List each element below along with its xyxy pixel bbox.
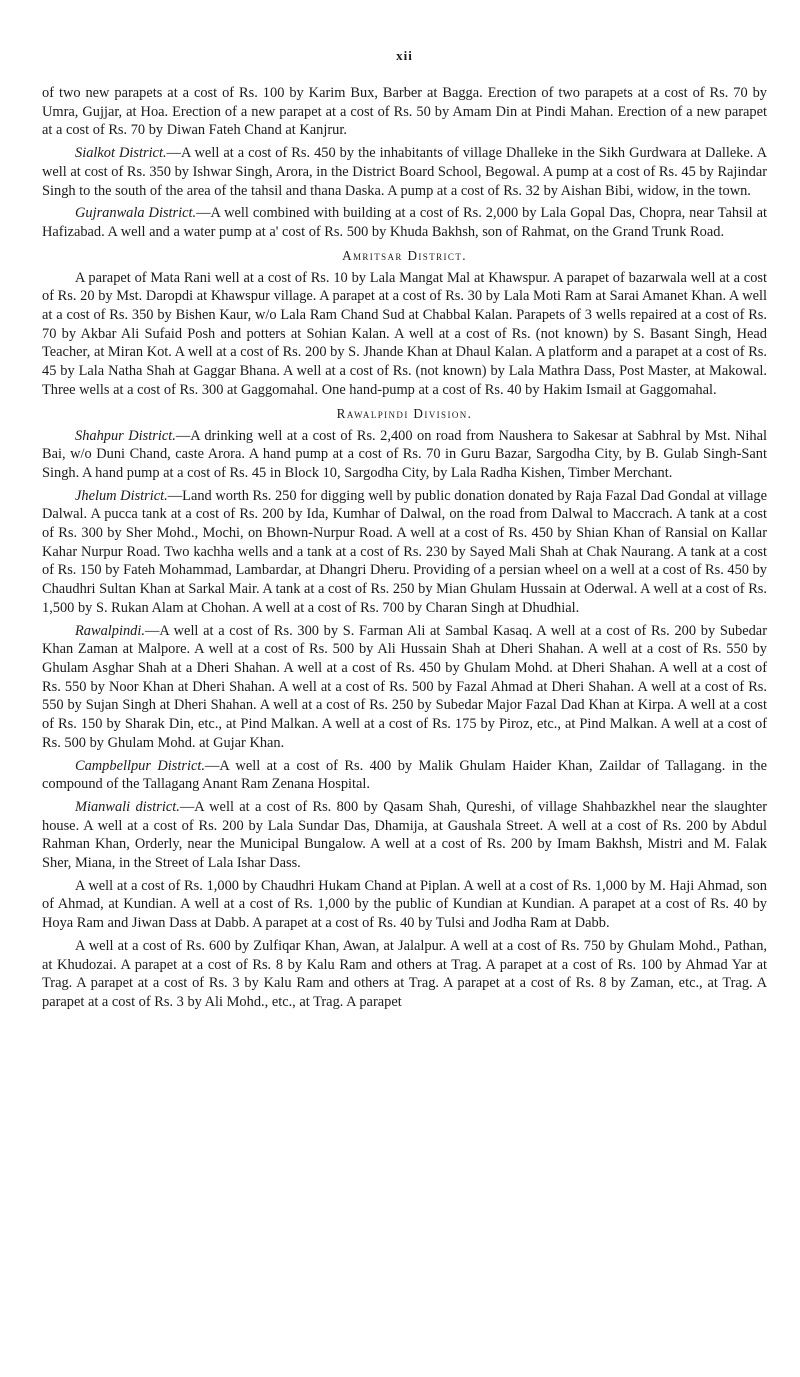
- paragraph-text: —A drinking well at a cost of Rs. 2,400 on road from Naushera to Sakesar at Sabhral by Mst. Nihal Bai, w/o Duni Chand, caste Arora. A hand pump at a cost of Rs. 70 in Guru Bazar, Sargodha City, by B. Gulab Singh-Sant Singh. A hand pump at a cost of Rs. 45 in Block 10, Sargodha City, by Lala Radha Kishen, Timber Merchant.: [42, 427, 767, 481]
- paragraph-text: —A well at a cost of Rs. 400 by Malik Ghulam Haider Khan, Zaildar of Tallagang. in the compound of the Tallagang Anant Ram Zenana Hospital.: [42, 757, 767, 793]
- paragraph: [42, 427, 767, 483]
- paragraph-text: A parapet of Mata Rani well at a cost of Rs. 10 by Lala Mangat Mal at Khawspur. A parapet of bazarwala well at a cost of Rs. 20 by Mst. Daropdi at Khawspur village. A parapet at a cost of Rs. 30 by Lala Moti Ram at Sarai Amanet Khan. A well at a cost of Rs. 350 by Bishen Kaur, w/o Lala Ram Chand Sud at Chabbal Kalan. Parapets of 3 wells repaired at a cost of Rs. 70 by Akbar Ali Sufaid Posh and potters at Sohian Kalan. A well at a cost of Rs. (not known) by S. Basant Singh, Head Teacher, at Miran Kot. A well at a cost of Rs. 200 by S. Jhande Khan at Dhaul Kalan. A platform and a parapet at a cost of Rs. 45 by Lala Natha Shah at Gaggar Bhana. A well at a cost of Rs. (not known) by Lala Mathra Dass, Post Master, at Makowal. Three wells at a cost of Rs. 300 at Gaggomahal. One hand-pump at a cost of Rs. 40 by Hakim Ismail at Gaggomahal.: [42, 269, 767, 398]
- district-name: Campbellpur District.: [75, 757, 205, 774]
- paragraph-text: —Land worth Rs. 250 for digging well by public donation donated by Raja Fazal Dad Gondal at village Dalwal. A pucca tank at a cost of Rs. 200 by Ida, Kumhar of Dalwal, on the road from Dalwal to Maccrach. A tank at a cost of Rs. 300 by Sher Mohd., Mochi, on Bhown-Nurpur Road. A well at a cost of Rs. 450 by Shian Khan of Ransial on Kallar Kahar Nurpur Road. Two kachha wells and a tank at a cost of Rs. 230 by Sayed Mali Shah at Chak Naurang. A tank at a cost of Rs. 150 by Fateh Mohammad, Lambardar, at Dhangri Dheru. Providing of a persian wheel on a well at a cost of Rs. 450 by Chaudhri Sultan Khan at Sarkal Mair. A tank at a cost of Rs. 250 by Mian Ghulam Hussain at Oderwal. A well at a cost of Rs. 1,500 by S. Rukan Alam at Chohan. A well at a cost of Rs. 700 by Charan Singh at Dhudhial.: [42, 487, 767, 616]
- district-name: Rawalpindi.: [75, 622, 145, 639]
- paragraph: [42, 622, 767, 753]
- paragraph-text: —A well combined with building at a cost of Rs. 2,000 by Lala Gopal Das, Chopra, near Tahsil at Hafizabad. A well and a water pump at a' cost of Rs. 500 by Khuda Bakhsh, son of Rahmat, on the Grand Trunk Road.: [42, 205, 767, 240]
- district-name: Gujranwala District.: [75, 205, 197, 222]
- paragraph: [42, 798, 767, 873]
- page-number: xii: [396, 48, 413, 63]
- district-name: Shahpur District.: [75, 427, 176, 444]
- paragraph: [42, 144, 767, 200]
- paragraph-text: —A well at a cost of Rs. 450 by the inhabitants of village Dhalleke in the Sikh Gurdwara at Dalleke. A well at cost of Rs. 350 by Ishwar Singh, Arora, in the District Board School, Begowal. A pump at a cost of Rs. 45 by Rajindar Singh to the south of the area of the tahsil and thana Daska. A pump at a cost of Rs. 32 by Aishan Bibi, widow, in the town.: [42, 145, 767, 199]
- paragraph-text: —A well at a cost of Rs. 800 by Qasam Shah, Qureshi, of village Shahbazkhel near the slaughter house. A well at a cost of Rs. 200 by Lala Sundar Das, Dhamija, at Gaushala Street. A well at a cost of Rs. 200 by Abdul Rahman Khan, Orderly, near the Municipal Bungalow. A well at a cost of Rs. 200 by Imam Bakhsh, Mistri and M. Falak Sher, Miana, in the Street of Lala Ishar Dass.: [42, 798, 767, 872]
- paragraph: [42, 937, 767, 1012]
- paragraph-text: of two new parapets at a cost of Rs. 100 by Karim Bux, Barber at Bagga. Erection of two parapets at a cost of Rs. 70 by Umra, Gujjar, at Hoa. Erection of a new parapet at a cost of Rs. 50 by Amam Din at Pindi Mahan. Erection of a new parapet at a cost of Rs. 70 by Diwan Fateh Chand at Kanjrur.: [42, 85, 767, 139]
- section-heading: Amritsar District.: [342, 247, 467, 263]
- district-name: Sialkot District.: [75, 145, 167, 162]
- document-body: [42, 84, 767, 1012]
- paragraph: [42, 204, 767, 241]
- district-name: Mianwali district.: [75, 798, 180, 815]
- paragraph-text: A well at a cost of Rs. 1,000 by Chaudhri Hukam Chand at Piplan. A well at a cost of Rs. 1,000 by M. Haji Ahmad, son of Ahmad, at Kundian. A well at a cost of Rs. 1,000 by the public of Kundian at Kundian. A parapet at a cost of Rs. 40 by Hoya Ram and Jiwan Dass at Dabb. A parapet at a cost of Rs. 40 by Tulsi and Jodha Ram at Dabb.: [42, 877, 767, 932]
- paragraph: [42, 269, 767, 400]
- paragraph: [42, 84, 767, 140]
- section-heading: Rawalpindi Division.: [336, 405, 473, 421]
- paragraph-text: A well at a cost of Rs. 600 by Zulfiqar Khan, Awan, at Jalalpur. A well at a cost of Rs. 750 by Ghulam Mohd., Pathan, at Khudozai. A parapet at a cost of Rs. 8 by Kalu Ram and others at Trag. A parapet at a cost of Rs. 100 by Ahmad Yar at Trag. A parapet at a cost of Rs. 3 by Kalu Ram and others at Trag. A parapet at a cost of Rs. 8 by Zaman, etc., at Trag. A parapet at a cost of Rs. 3 by Ali Mohd., etc., at Trag. A parapet: [42, 937, 767, 1010]
- district-name: Jhelum District.: [75, 487, 168, 504]
- paragraph: [42, 487, 767, 618]
- paragraph-text: —A well at a cost of Rs. 300 by S. Farman Ali at Sambal Kasaq. A well at a cost of Rs. 200 by Subedar Khan Zaman at Malpore. A well at a cost of Rs. 500 by Ali Hussain Shah at Dheri Shahan. A well at a cost of Rs. 550 by Ghulam Asghar Shah at a Dheri Shahan. A well at a cost of Rs. 450 by Ghulam Mohd. at Dheri Shahan. A well at a cost of Rs. 550 by Noor Khan at Dheri Shahan. A well at a cost of Rs. 500 by Fazal Ahmad at Dheri Shahan. A well at a cost of Rs. 550 by Sujan Singh at Dheri Shahan. A well at a cost of Rs. 250 by Subedar Major Fazal Dad Khan at Kirpa. A well at a cost of Rs. 150 by Sharak Din, etc., at Pind Malkan. A well at a cost of Rs. 175 by Piroz, etc., at Pind Malkan. A well at a cost of Rs. 500 by Ghulam Mohd. at Gujar Khan.: [42, 622, 767, 751]
- paragraph: [42, 877, 767, 933]
- paragraph: [42, 757, 767, 794]
